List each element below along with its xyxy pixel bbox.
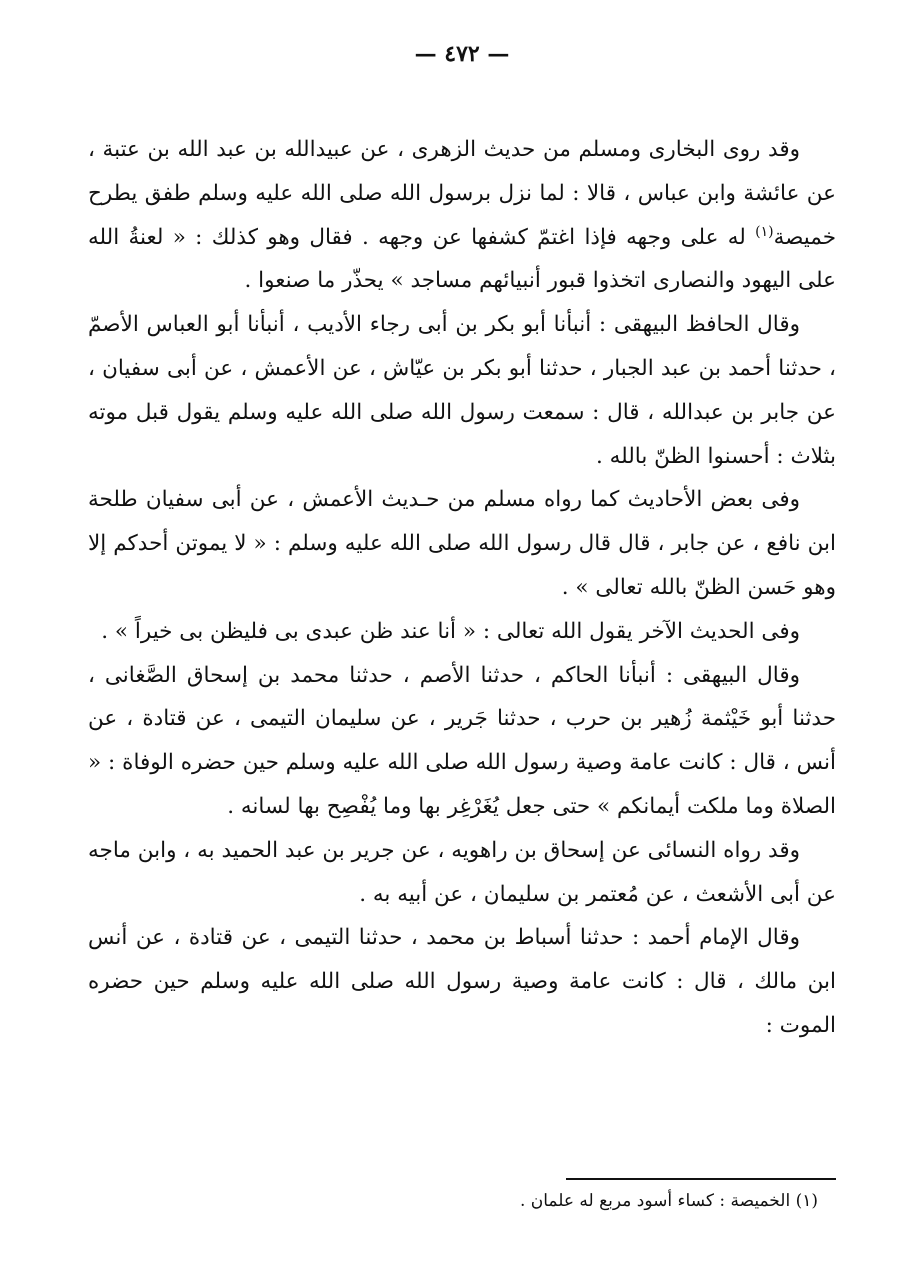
page-number: — ٤٧٢ —	[414, 41, 510, 67]
paragraph-1-continuation: له على وجهه فإذا اغتمّ كشفها عن وجهه . فقال وهو كذلك : « لعنةُ الله على اليهود والنصارى اتخذوا قبور أنبيائهم مساجد » يحذّر ما صنعوا .	[88, 224, 836, 294]
footnote-divider	[566, 1178, 836, 1180]
main-text	[88, 128, 836, 1048]
paragraph-6: وقد رواه النسائى عن إسحاق بن راهويه ، عن جرير بن عبد الحميد به ، وابن ماجه عن أبى الأشعث ، عن مُعتمر بن سليمان ، عن أبيه به .	[88, 837, 836, 907]
paragraph-1	[88, 128, 836, 303]
paragraph-4: وفى الحديث الآخر يقول الله تعالى : « أنا عند ظن عبدى بى فليظن بى خيراً » .	[101, 618, 800, 644]
paragraph-1-text: وقد روى البخارى ومسلم من حديث الزهرى ، عن عبيدالله بن عبد الله بن عتبة ، عن عائشة وابن عباس ، قالا : لما نزل برسول الله صلى الله عليه وسلم طفق يطرح خميصة	[88, 137, 836, 250]
footnote-reference: (١)	[755, 223, 774, 240]
paragraph-7: وقال الإمام أحمد : حدثنا أسباط بن محمد ، حدثنا التيمى ، عن قتادة ، عن أنس ابن مالك ، قال : كانت عامة وصية رسول الله صلى الله عليه وسلم حين حضره الموت :	[88, 925, 836, 1038]
footnote: (١) الخميصة : كساء أسود مربع له علمان .	[519, 1191, 818, 1211]
paragraph-5: وقال البيهقى : أنبأنا الحاكم ، حدثنا الأصم ، حدثنا محمد بن إسحاق الصَّغانى ، حدثنا أبو خَيْثمة زُهير بن حرب ، حدثنا جَرير ، عن سليمان التيمى ، عن قتادة ، عن أنس ، قال : كانت عامة وصية رسول الله صلى الله عليه وسلم حين حضره الوفاة : « الصلاة وما ملكت أيمانكم » حتى جعل يُغَرْغِر بها وما يُفْصِح بها لسانه .	[88, 662, 836, 819]
paragraph-2: وقال الحافظ البيهقى : أنبأنا أبو بكر بن أبى رجاء الأديب ، أنبأنا أبو العباس الأصمّ ، حدثنا أحمد بن عبد الجبار ، حدثنا أبو بكر بن عيّاش ، عن الأعمش ، عن أبى سفيان ، عن جابر بن عبدالله ، قال : سمعت رسول الله صلى الله عليه وسلم يقول قبل موته بثلاث : أحسنوا الظنّ بالله .	[88, 312, 836, 469]
paragraph-3: وفى بعض الأحاديث كما رواه مسلم من حـديث الأعمش ، عن أبى سفيان طلحة ابن نافع ، عن جابر ، قال قال رسول الله صلى الله عليه وسلم : « لا يموتن أحدكم إلا وهو حَسن الظنّ بالله تعالى » .	[88, 487, 836, 600]
